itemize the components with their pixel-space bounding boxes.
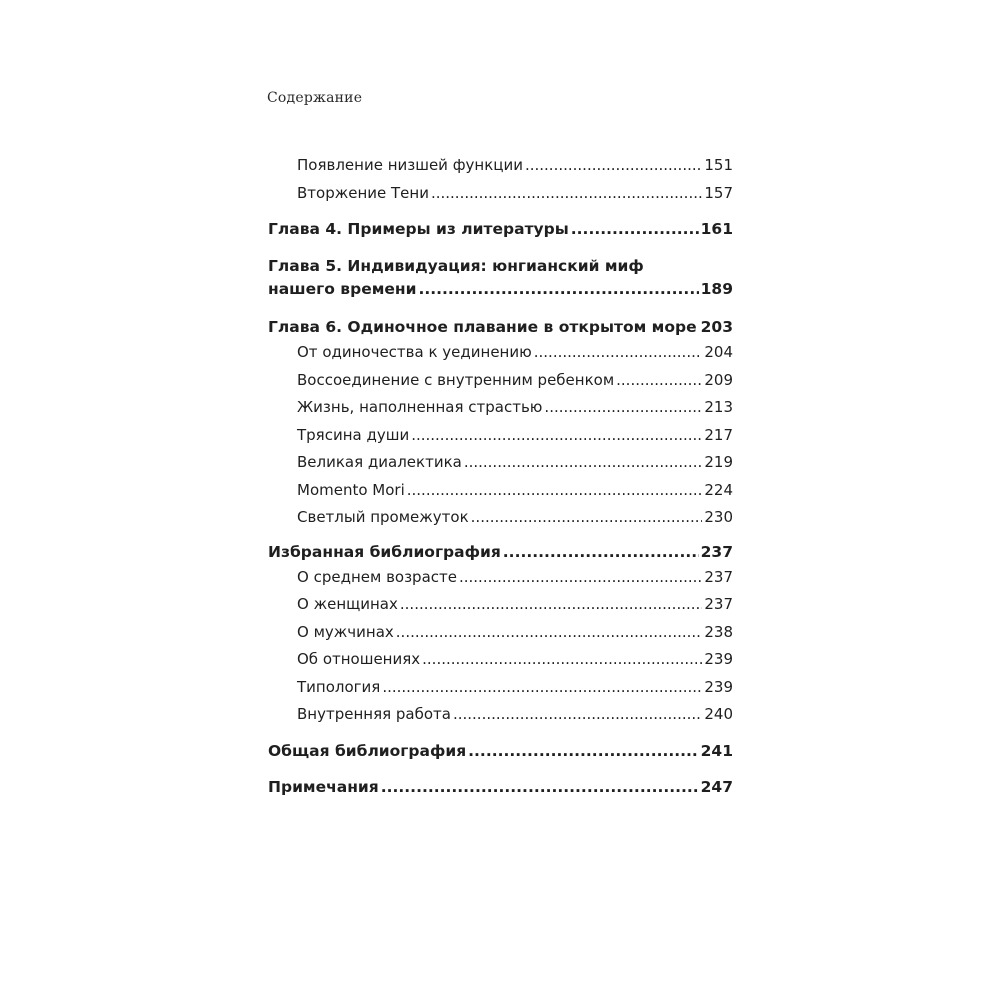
dot-leader (459, 564, 702, 592)
dot-leader (616, 367, 702, 395)
toc-entry-women[interactable] (297, 591, 733, 619)
dot-leader (453, 701, 702, 729)
toc-entry-page: 204 (704, 343, 733, 361)
toc-chapter-title: Примечания (268, 777, 379, 796)
toc-entry-page: 151 (704, 156, 733, 174)
toc-entry-light-interval[interactable] (297, 504, 733, 532)
dot-leader (525, 152, 702, 180)
toc-entry-title: О мужчинах (297, 622, 394, 641)
toc-chapter-title: Общая библиография (268, 741, 467, 760)
toc-selected-bibliography[interactable] (268, 541, 733, 564)
toc-entry-title: Типология (297, 677, 381, 696)
toc-entry-men[interactable] (297, 619, 733, 647)
dot-leader (471, 504, 703, 532)
toc-entry-inner-child[interactable] (297, 367, 733, 395)
toc-entry-page: 237 (704, 567, 733, 586)
toc-entry-relationships[interactable] (297, 646, 733, 674)
toc-entry-title: От одиночества к уединению (297, 343, 532, 361)
toc-entry-page: 237 (704, 595, 733, 613)
page-header: Содержание (267, 90, 363, 106)
toc-entry-page: 239 (704, 650, 733, 668)
toc-entry-solitude[interactable] (297, 339, 733, 367)
dot-leader (407, 477, 703, 505)
dot-leader (422, 646, 702, 674)
dot-leader (400, 591, 702, 619)
toc-entry-title: Жизнь, наполненная страстью (297, 398, 543, 416)
dot-leader (503, 541, 699, 564)
toc-chapter-title-line2: нашего времени (268, 280, 417, 298)
toc-chapter-page: 241 (700, 741, 733, 760)
toc-entry-page: 230 (704, 508, 733, 526)
toc-chapter-title-line1: Глава 5. Индивидуация: юнгианский миф (268, 257, 644, 275)
toc-chapter-page: 203 (700, 318, 733, 336)
toc-entry-page: 224 (704, 480, 733, 499)
toc-entry-midlife[interactable] (297, 564, 733, 592)
toc-chapter-title: Избранная библиография (268, 542, 501, 561)
toc-entry-title: Появление низшей функции (297, 156, 523, 174)
toc-entry-page: 239 (704, 677, 733, 696)
toc-entry-page: 217 (704, 425, 733, 444)
toc-chapter-page: 237 (700, 542, 733, 561)
toc-chapter-page: 161 (700, 220, 733, 238)
toc-entry-page: 238 (704, 622, 733, 641)
dot-leader (411, 422, 702, 450)
toc-general-bibliography[interactable] (268, 740, 733, 763)
toc-entry-title: О женщинах (297, 595, 398, 613)
dot-leader (431, 180, 702, 208)
toc-entry-title: Об отношениях (297, 650, 421, 668)
toc-chapter-title: Глава 4. Примеры из литературы (268, 220, 569, 238)
toc-entry-page: 240 (704, 705, 733, 723)
dot-leader (382, 674, 702, 702)
toc-entry-page: 213 (704, 398, 733, 416)
dot-leader (544, 394, 702, 422)
dot-leader (381, 776, 699, 799)
toc-entry-page: 157 (704, 183, 733, 202)
table-of-contents (268, 152, 733, 799)
toc-entry-dialectic[interactable] (297, 449, 733, 477)
toc-entry-title: Трясина души (297, 425, 410, 444)
toc-entry-passion[interactable] (297, 394, 733, 422)
toc-entry-momento-mori[interactable] (297, 477, 733, 505)
dot-leader (464, 449, 703, 477)
dot-leader (418, 278, 698, 301)
toc-chapter-page: 247 (700, 777, 733, 796)
toc-chapter-6[interactable] (268, 316, 733, 339)
toc-entry-title: Внутренняя работа (297, 705, 451, 723)
toc-chapter-4[interactable] (268, 218, 733, 241)
toc-entry-title: О среднем возрасте (297, 567, 457, 586)
toc-entry-shadow-invasion[interactable] (297, 180, 733, 208)
toc-entry-title: Вторжение Тени (297, 183, 429, 202)
toc-entry-swamp[interactable] (297, 422, 733, 450)
toc-entry-typology[interactable] (297, 674, 733, 702)
dot-leader (571, 218, 699, 241)
toc-entry-inferior-function[interactable] (297, 152, 733, 180)
dot-leader (396, 619, 703, 647)
toc-chapter-title: Глава 6. Одиночное плавание в открытом море (268, 318, 697, 336)
toc-entry-title: Светлый промежуток (297, 508, 469, 526)
dot-leader (534, 339, 703, 367)
toc-entry-page: 209 (704, 370, 733, 389)
toc-entry-page: 219 (704, 453, 733, 471)
toc-chapter-page: 189 (700, 280, 733, 298)
toc-entry-title: Воссоединение с внутренним ребенком (297, 370, 615, 389)
toc-entry-title: Momento Mori (297, 480, 405, 499)
toc-entry-inner-work[interactable] (297, 701, 733, 729)
dot-leader (468, 740, 698, 763)
toc-notes[interactable] (268, 776, 733, 799)
toc-entry-title: Великая диалектика (297, 453, 462, 471)
toc-chapter-5[interactable] (268, 255, 733, 301)
